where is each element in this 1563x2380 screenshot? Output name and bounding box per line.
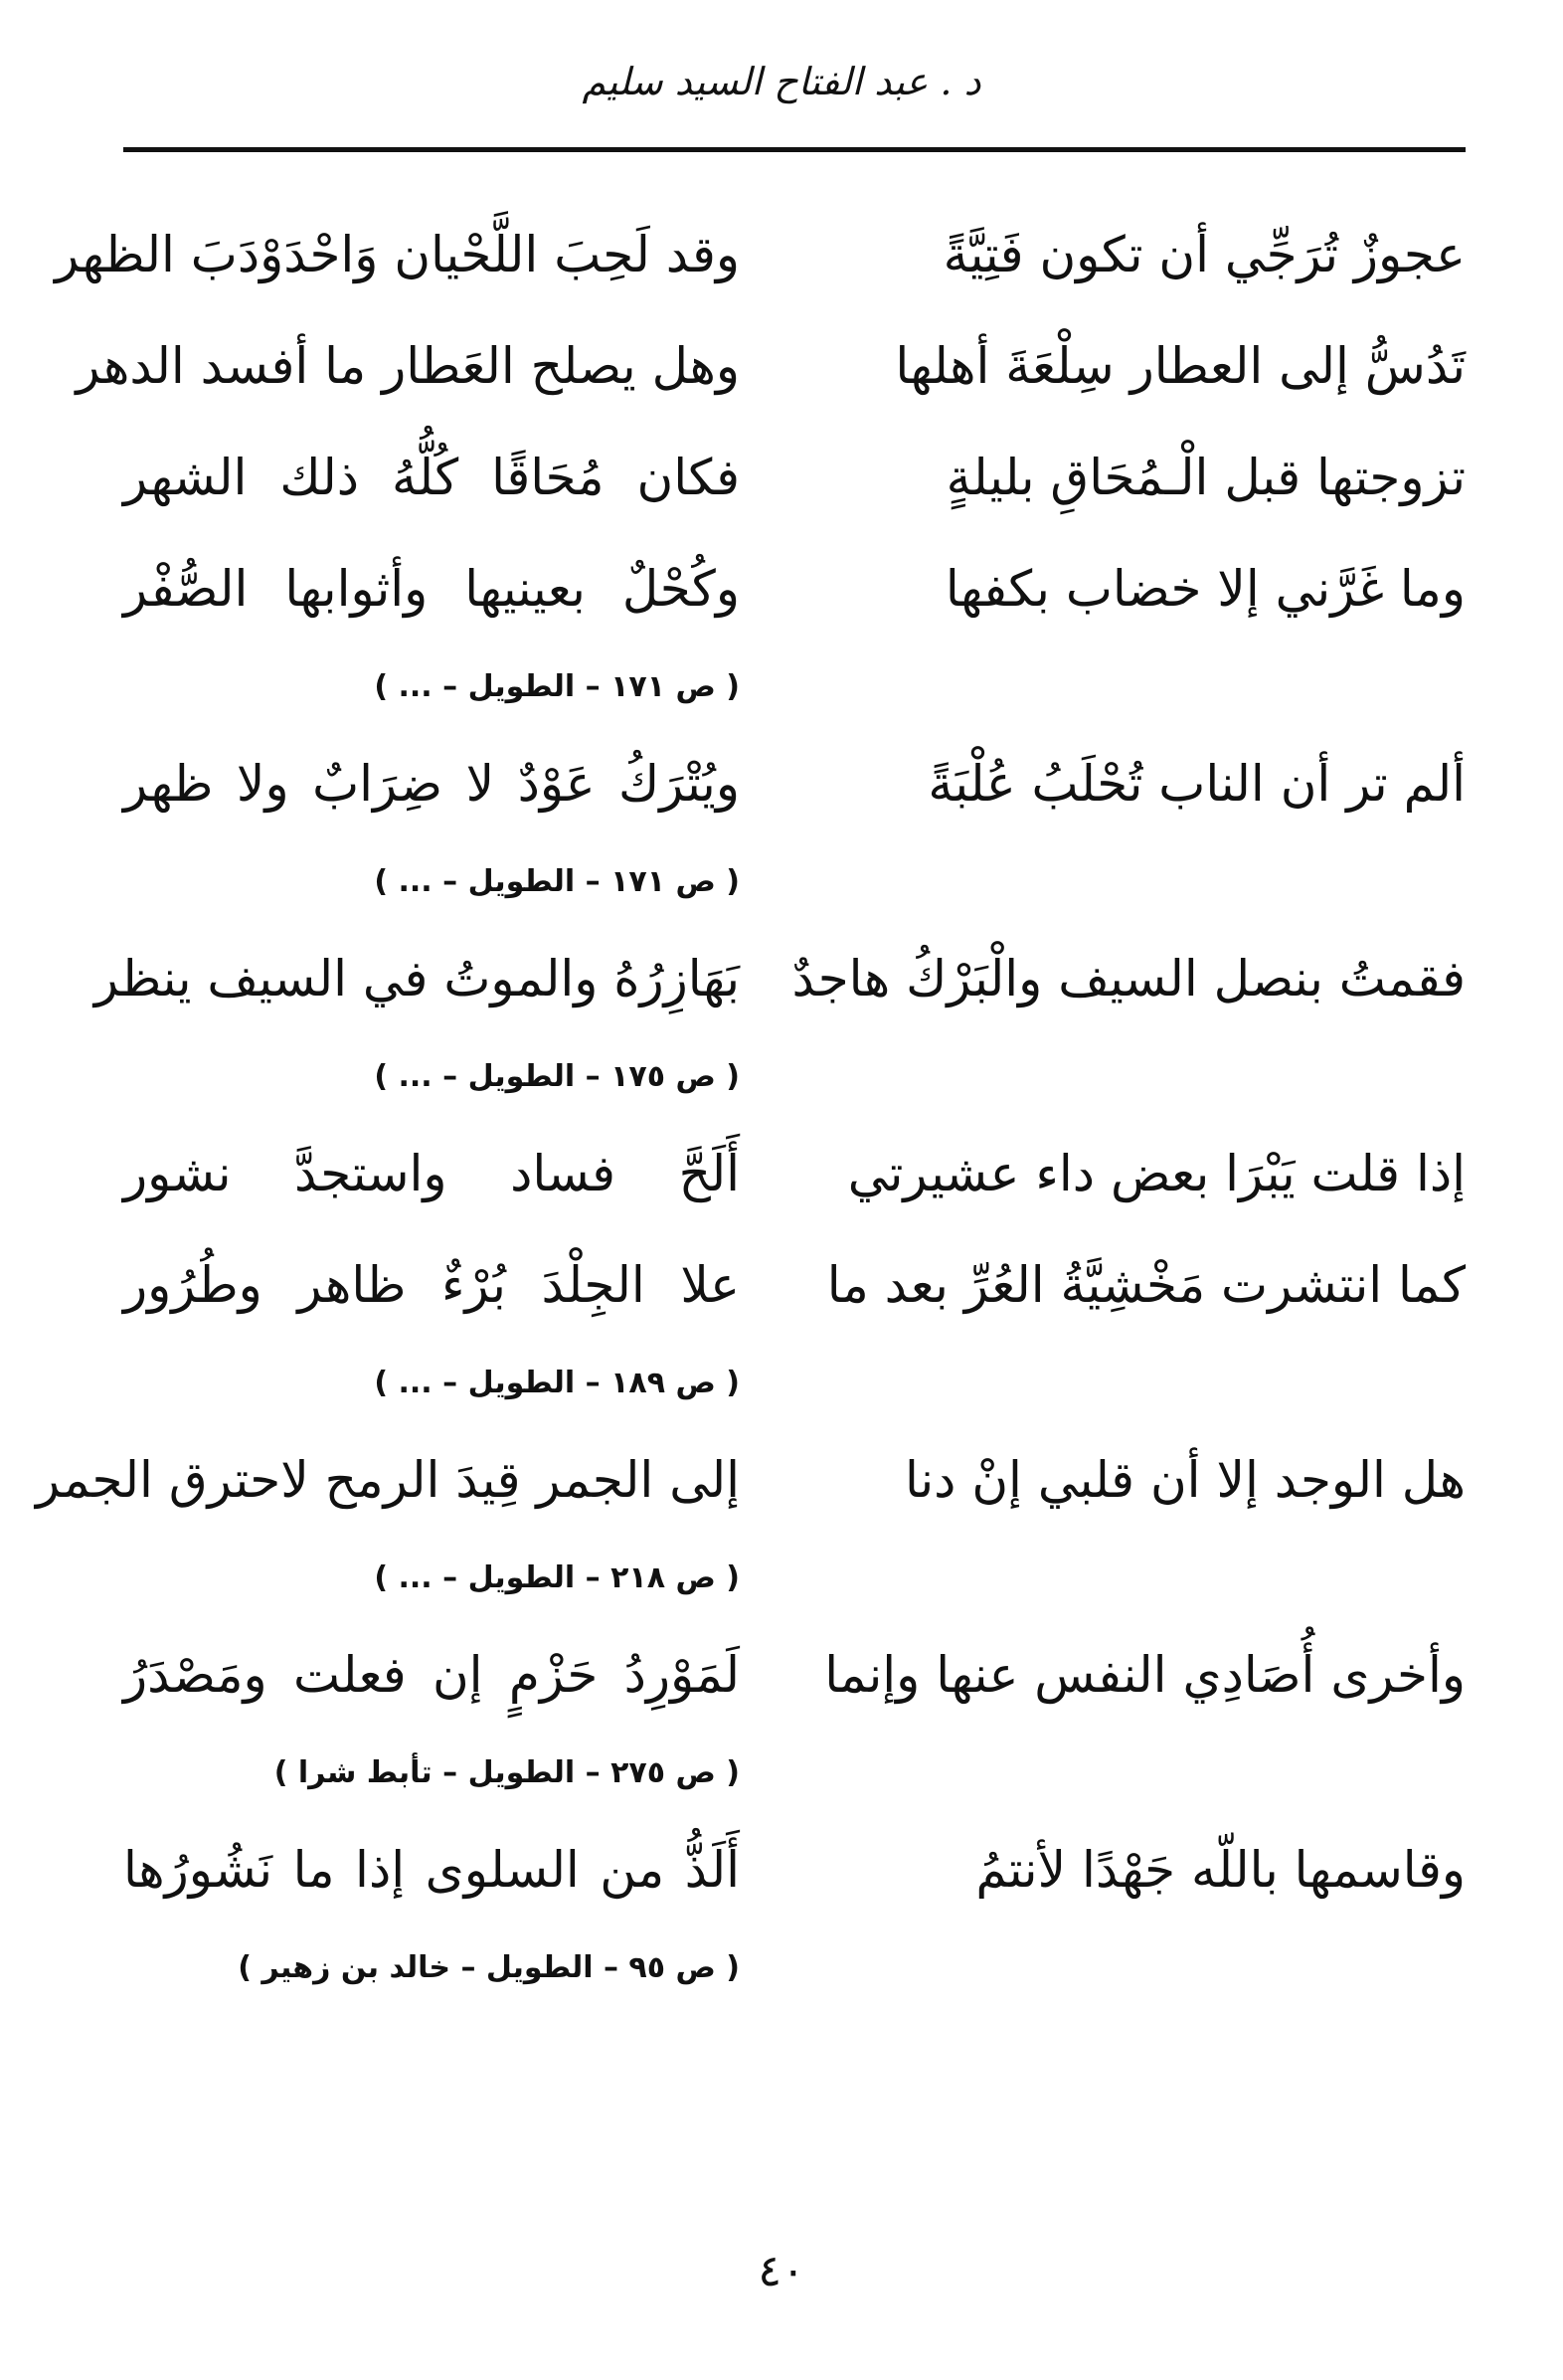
citation-text: ( ص ٩٥ – الطويل – خالد بن زهير ): [238, 1949, 740, 1985]
verse-entry: [123, 422, 1466, 533]
citation-text: ( ص ٢١٨ – الطويل – ... ): [374, 1559, 740, 1595]
verse-line: [123, 1118, 1466, 1229]
first-hemistich: هل الوجد إلا أن قلبي إنْ دنا: [905, 1451, 1466, 1509]
first-hemistich: ألم تر أن الناب تُحْلَبُ عُلْبَةً: [928, 755, 1466, 813]
verse-line: [123, 1619, 1466, 1731]
citation-line: [123, 1341, 1466, 1424]
page-number: ٤٠: [758, 2246, 805, 2296]
second-hemistich: بَهَازِرُهُ والموتُ في السيف ينظر: [93, 950, 740, 1007]
first-hemistich: وقاسمها باللّه جَهْدًا لأنتمُ: [975, 1841, 1466, 1899]
second-hemistich: علا الجِلْدَ بُرْءٌ ظاهر وطُرُور: [123, 1256, 740, 1314]
first-hemistich: كما انتشرت مَخْشِيَّةُ العُرِّ بعد ما: [826, 1256, 1466, 1314]
verse-entry: [93, 923, 1466, 1118]
verse-entry: [123, 1814, 1466, 2009]
verse-line: [123, 1229, 1466, 1341]
first-hemistich: إذا قلت يَبْرَا بعض داء عشيرتي: [847, 1145, 1466, 1202]
verse-entry: [123, 1619, 1466, 1814]
second-hemistich: إلى الجمر قِيدَ الرمح لاحترق الجمر: [36, 1451, 740, 1509]
citation-text: ( ص ١٧١ – الطويل – ... ): [374, 668, 740, 704]
verse-line: [55, 199, 1466, 310]
citation-line: [123, 1034, 1466, 1118]
first-hemistich: تَدُسُّ إلى العطار سِلْعَةَ أهلها: [895, 337, 1466, 395]
citation-text: ( ص ٢٧٥ – الطويل – تأبط شرا ): [273, 1754, 740, 1790]
verse-entry: [123, 1118, 1466, 1229]
citation-line: [123, 1731, 1466, 1814]
verse-entry: [123, 533, 1466, 728]
verse-entry: [55, 199, 1466, 310]
second-hemistich: لَمَوْرِدُ حَزْمٍ إن فعلت ومَصْدَرُ: [123, 1646, 740, 1704]
citation-line: [123, 1925, 1466, 2009]
first-hemistich: فقمتُ بنصل السيف والْبَرْكُ هاجدٌ: [791, 950, 1466, 1007]
verse-line: [123, 422, 1466, 533]
second-hemistich: وقد لَحِبَ اللَّحْيان وَاحْدَوْدَبَ الظهر: [55, 226, 740, 283]
second-hemistich: وكُحْلٌ بعينيها وأثوابها الصُّفْر: [123, 560, 740, 618]
citation-text: ( ص ١٨٩ – الطويل – ... ): [374, 1365, 740, 1400]
citation-line: [123, 1536, 1466, 1619]
verse-entry: [123, 728, 1466, 923]
citation-text: ( ص ١٧٥ – الطويل – ... ): [374, 1058, 740, 1094]
verse-line: [93, 923, 1466, 1034]
verse-line: [76, 310, 1466, 422]
verse-line: [123, 728, 1466, 839]
second-hemistich: أَلَذُّ من السلوى إذا ما نَشُورُها: [123, 1841, 740, 1899]
poem-body: [36, 199, 1466, 2009]
second-hemistich: وهل يصلح العَطار ما أفسد الدهر: [76, 337, 740, 395]
citation-line: [123, 839, 1466, 923]
verse-entry: [76, 310, 1466, 422]
verse-line: [123, 1814, 1466, 1925]
first-hemistich: وما غَرَّني إلا خضاب بكفها: [945, 560, 1466, 618]
citation-line: [123, 644, 1466, 728]
first-hemistich: تزوجتها قبل الْـمُحَاقِ بليلةٍ: [946, 449, 1466, 506]
running-head: د . عبد الفتاح السيد سليم: [582, 60, 981, 103]
second-hemistich: فكان مُحَاقًا كُلُّهُ ذلك الشهر: [123, 449, 740, 506]
first-hemistich: وأخرى أُصَادِي النفس عنها وإنما: [824, 1646, 1466, 1704]
verse-entry: [123, 1229, 1466, 1424]
verse-line: [123, 533, 1466, 644]
citation-text: ( ص ١٧١ – الطويل – ... ): [374, 863, 740, 899]
second-hemistich: ويُتْرَكُ عَوْدٌ لا ضِرَابٌ ولا ظهر: [123, 755, 740, 813]
verse-line: [36, 1424, 1466, 1536]
second-hemistich: أَلَحَّ فساد واستجدَّ نشور: [123, 1145, 740, 1202]
verse-entry: [36, 1424, 1466, 1619]
header-rule: [123, 147, 1466, 152]
first-hemistich: عجوزٌ تُرَجِّي أن تكون فَتِيَّةً: [943, 226, 1466, 283]
